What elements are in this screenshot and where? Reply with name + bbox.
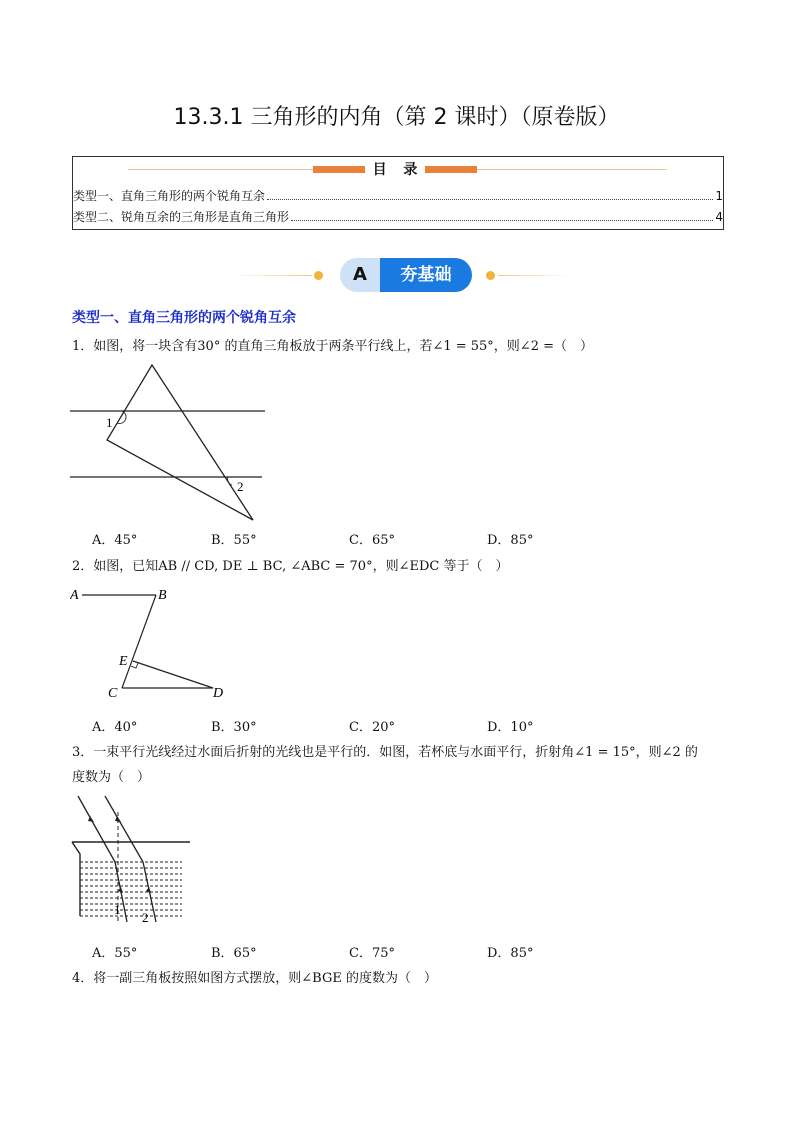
label-a: A [70, 588, 79, 603]
arrow-icon [88, 816, 94, 822]
segment-bc [122, 595, 156, 688]
q2-option-c[interactable]: C．20° [349, 720, 395, 735]
label-b: B [158, 588, 167, 603]
right-angle-mark [131, 663, 138, 668]
segment-de [133, 661, 213, 688]
band-dot-right [486, 271, 495, 280]
q1-option-b[interactable]: B．55° [211, 533, 257, 548]
question-2-text: 2．如图，已知AB // CD, DE ⊥ BC, ∠ABC = 70°，则∠EDC 等于（ ） [72, 559, 509, 574]
label-c: C [108, 686, 118, 701]
q2-option-a[interactable]: A．40° [92, 720, 138, 735]
band-rule-right [498, 275, 570, 276]
section-heading: 类型一、直角三角形的两个锐角互余 [72, 310, 296, 326]
q1-option-d[interactable]: D．85° [487, 533, 534, 548]
question-1-figure [70, 360, 270, 525]
band-label: 夯基础 [380, 258, 472, 292]
q2-option-b[interactable]: B．30° [211, 720, 257, 735]
question-3-text-cont: 度数为（ ） [72, 770, 151, 785]
toc-item[interactable] [73, 187, 723, 204]
question-3-figure [70, 792, 195, 932]
triangle-set-square [107, 365, 253, 520]
toc-leader [267, 190, 713, 200]
question-1-text: 1．如图，将一块含有30° 的直角三角板放于两条平行线上，若∠1 = 55°，则∠2 =（ ） [72, 339, 593, 354]
light-ray-1-in [78, 796, 115, 862]
table-of-contents [72, 156, 724, 230]
toc-item-page: 4 [715, 210, 723, 224]
section-band [230, 258, 570, 294]
toc-item-label: 类型二、锐角互余的三角形是直角三角形 [73, 210, 290, 224]
question-3-text: 3．一束平行光线经过水面后折射的光线也是平行的．如图，若杯底与水面平行，折射角∠1 = 15°，则∠2 的 [72, 745, 698, 760]
toc-item-page: 1 [715, 189, 723, 203]
toc-item-label: 类型一、直角三角形的两个锐角互余 [73, 189, 266, 203]
light-ray-2-in [105, 796, 143, 862]
toc-bar-right [425, 166, 477, 173]
angle-label-2: 2 [237, 479, 244, 494]
q2-option-d[interactable]: D．10° [487, 720, 534, 735]
water-surface [80, 862, 182, 916]
q3-option-a[interactable]: A．55° [92, 946, 138, 961]
angle-label-1: 1 [114, 902, 121, 917]
toc-heading: 目 录 [372, 162, 424, 178]
angle-label-2: 2 [142, 910, 149, 925]
label-d: D [213, 686, 224, 701]
page-title: 13.3.1 三角形的内角（第 2 课时）（原卷版） [173, 105, 620, 130]
toc-rule-right [477, 169, 667, 170]
label-e: E [119, 654, 128, 669]
band-rule-left [230, 275, 312, 276]
toc-leader [291, 211, 713, 221]
arrow-icon [115, 816, 121, 822]
question-2-figure [70, 583, 240, 703]
toc-header [73, 159, 723, 179]
q3-option-d[interactable]: D．85° [487, 946, 534, 961]
question-4-text: 4．将一副三角板按照如图方式摆放，则∠BGE 的度数为（ ） [72, 971, 437, 986]
q1-option-a[interactable]: A．45° [92, 533, 138, 548]
q3-option-b[interactable]: B．65° [211, 946, 257, 961]
q1-option-c[interactable]: C．65° [349, 533, 395, 548]
band-letter: A [340, 258, 380, 292]
band-dot-left [314, 271, 323, 280]
angle-label-1: 1 [106, 415, 113, 430]
cup-outline [72, 842, 80, 916]
angle-2-arc [228, 477, 232, 485]
toc-item[interactable] [73, 208, 723, 225]
q3-option-c[interactable]: C．75° [349, 946, 395, 961]
